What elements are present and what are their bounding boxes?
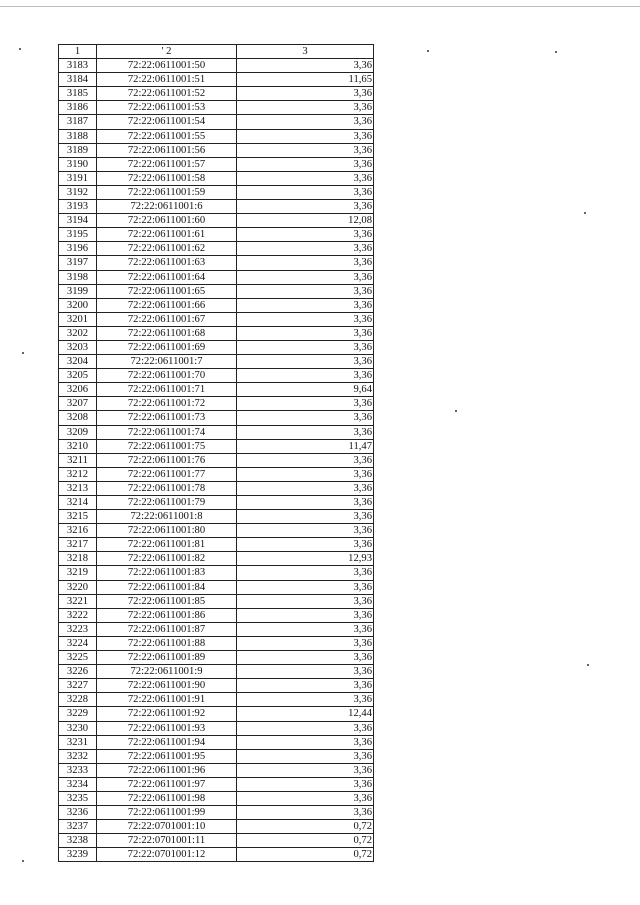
row-number: 3226 <box>59 665 97 679</box>
cadastral-number: 72:22:0611001:59 <box>97 185 237 199</box>
area-value: 12,08 <box>237 214 374 228</box>
table-row <box>59 228 374 242</box>
table-row <box>59 270 374 284</box>
table-row <box>59 594 374 608</box>
table-row <box>59 256 374 270</box>
cadastral-number: 72:22:0611001:64 <box>97 270 237 284</box>
scan-speck <box>584 212 586 214</box>
cadastral-number: 72:22:0611001:51 <box>97 73 237 87</box>
table-row <box>59 651 374 665</box>
row-number: 3236 <box>59 806 97 820</box>
area-value: 3,36 <box>237 777 374 791</box>
area-value: 3,36 <box>237 200 374 214</box>
table-row <box>59 665 374 679</box>
table-row <box>59 340 374 354</box>
area-value: 0,72 <box>237 820 374 834</box>
cadastral-number: 72:22:0611001:92 <box>97 707 237 721</box>
cadastral-number: 72:22:0611001:84 <box>97 580 237 594</box>
cadastral-number: 72:22:0611001:70 <box>97 369 237 383</box>
scan-speck <box>22 860 24 862</box>
cadastral-number: 72:22:0611001:56 <box>97 143 237 157</box>
scan-speck <box>427 50 429 52</box>
row-number: 3183 <box>59 59 97 73</box>
area-value: 3,36 <box>237 665 374 679</box>
row-number: 3222 <box>59 608 97 622</box>
table-row <box>59 115 374 129</box>
cadastral-number: 72:22:0611001:96 <box>97 763 237 777</box>
cadastral-number: 72:22:0611001:93 <box>97 721 237 735</box>
table-row <box>59 453 374 467</box>
row-number: 3239 <box>59 848 97 862</box>
row-number: 3232 <box>59 749 97 763</box>
table-row <box>59 777 374 791</box>
table-row <box>59 171 374 185</box>
table-row <box>59 552 374 566</box>
area-value: 3,36 <box>237 355 374 369</box>
row-number: 3213 <box>59 481 97 495</box>
area-value: 3,36 <box>237 298 374 312</box>
table-row <box>59 143 374 157</box>
row-number: 3199 <box>59 284 97 298</box>
area-value: 3,36 <box>237 340 374 354</box>
table-row <box>59 749 374 763</box>
cadastral-number: 72:22:0611001:99 <box>97 806 237 820</box>
cadastral-number: 72:22:0611001:67 <box>97 312 237 326</box>
area-value: 3,36 <box>237 129 374 143</box>
table-row <box>59 439 374 453</box>
table-row <box>59 538 374 552</box>
area-value: 3,36 <box>237 735 374 749</box>
area-value: 3,36 <box>237 510 374 524</box>
cadastral-number: 72:22:0611001:77 <box>97 467 237 481</box>
row-number: 3207 <box>59 397 97 411</box>
row-number: 3198 <box>59 270 97 284</box>
row-number: 3237 <box>59 820 97 834</box>
cadastral-number: 72:22:0611001:60 <box>97 214 237 228</box>
cadastral-number: 72:22:0701001:10 <box>97 820 237 834</box>
row-number: 3208 <box>59 411 97 425</box>
table-row <box>59 355 374 369</box>
area-value: 3,36 <box>237 143 374 157</box>
table-row <box>59 510 374 524</box>
row-number: 3201 <box>59 312 97 326</box>
cadastral-number: 72:22:0611001:73 <box>97 411 237 425</box>
table-row <box>59 791 374 805</box>
cadastral-number: 72:22:0611001:72 <box>97 397 237 411</box>
area-value: 3,36 <box>237 171 374 185</box>
area-value: 3,36 <box>237 157 374 171</box>
row-number: 3195 <box>59 228 97 242</box>
area-value: 3,36 <box>237 693 374 707</box>
area-value: 3,36 <box>237 369 374 383</box>
row-number: 3205 <box>59 369 97 383</box>
row-number: 3227 <box>59 679 97 693</box>
header-col-1: 1 <box>59 45 97 59</box>
table-row <box>59 566 374 580</box>
row-number: 3229 <box>59 707 97 721</box>
scan-speck <box>22 352 24 354</box>
cadastral-number: 72:22:0611001:76 <box>97 453 237 467</box>
cadastral-number: 72:22:0611001:98 <box>97 791 237 805</box>
cadastral-number: 72:22:0611001:80 <box>97 524 237 538</box>
table-row <box>59 59 374 73</box>
area-value: 3,36 <box>237 453 374 467</box>
cadastral-number: 72:22:0611001:85 <box>97 594 237 608</box>
table-row <box>59 481 374 495</box>
table-row <box>59 242 374 256</box>
row-number: 3202 <box>59 326 97 340</box>
area-value: 3,36 <box>237 651 374 665</box>
area-value: 3,36 <box>237 270 374 284</box>
area-value: 3,36 <box>237 580 374 594</box>
area-value: 3,36 <box>237 806 374 820</box>
table-row <box>59 312 374 326</box>
row-number: 3238 <box>59 834 97 848</box>
cadastral-number: 72:22:0611001:57 <box>97 157 237 171</box>
table-row <box>59 467 374 481</box>
table-row <box>59 679 374 693</box>
table-row <box>59 397 374 411</box>
row-number: 3212 <box>59 467 97 481</box>
row-number: 3220 <box>59 580 97 594</box>
cadastral-number: 72:22:0611001:74 <box>97 425 237 439</box>
row-number: 3188 <box>59 129 97 143</box>
table-row <box>59 622 374 636</box>
cadastral-number: 72:22:0701001:11 <box>97 834 237 848</box>
row-number: 3186 <box>59 101 97 115</box>
row-number: 3210 <box>59 439 97 453</box>
row-number: 3214 <box>59 496 97 510</box>
table-row <box>59 87 374 101</box>
area-value: 12,44 <box>237 707 374 721</box>
cadastral-number: 72:22:0611001:79 <box>97 496 237 510</box>
cadastral-number: 72:22:0611001:8 <box>97 510 237 524</box>
area-value: 3,36 <box>237 101 374 115</box>
scan-speck <box>587 664 589 666</box>
table-row <box>59 369 374 383</box>
area-value: 3,36 <box>237 411 374 425</box>
table-row <box>59 383 374 397</box>
cadastral-number: 72:22:0611001:63 <box>97 256 237 270</box>
cadastral-number: 72:22:0611001:69 <box>97 340 237 354</box>
table-row <box>59 763 374 777</box>
cadastral-number: 72:22:0611001:94 <box>97 735 237 749</box>
area-value: 11,65 <box>237 73 374 87</box>
table-row <box>59 580 374 594</box>
row-number: 3190 <box>59 157 97 171</box>
cadastral-number: 72:22:0611001:83 <box>97 566 237 580</box>
table-row <box>59 608 374 622</box>
row-number: 3228 <box>59 693 97 707</box>
area-value: 3,36 <box>237 721 374 735</box>
cadastral-number: 72:22:0611001:75 <box>97 439 237 453</box>
cadastral-table <box>58 44 374 862</box>
area-value: 3,36 <box>237 481 374 495</box>
row-number: 3215 <box>59 510 97 524</box>
area-value: 3,36 <box>237 608 374 622</box>
scan-top-edge <box>0 6 640 7</box>
area-value: 3,36 <box>237 524 374 538</box>
cadastral-number: 72:22:0611001:50 <box>97 59 237 73</box>
table-row <box>59 721 374 735</box>
table-row <box>59 636 374 650</box>
row-number: 3216 <box>59 524 97 538</box>
area-value: 3,36 <box>237 622 374 636</box>
cadastral-number: 72:22:0611001:95 <box>97 749 237 763</box>
cadastral-number: 72:22:0611001:9 <box>97 665 237 679</box>
row-number: 3211 <box>59 453 97 467</box>
area-value: 3,36 <box>237 312 374 326</box>
table-row <box>59 411 374 425</box>
cadastral-number: 72:22:0611001:65 <box>97 284 237 298</box>
table-row <box>59 735 374 749</box>
area-value: 12,93 <box>237 552 374 566</box>
area-value: 3,36 <box>237 594 374 608</box>
scan-speck <box>555 51 557 53</box>
table-row <box>59 496 374 510</box>
cadastral-number: 72:22:0611001:81 <box>97 538 237 552</box>
area-value: 3,36 <box>237 242 374 256</box>
area-value: 3,36 <box>237 185 374 199</box>
row-number: 3234 <box>59 777 97 791</box>
area-value: 3,36 <box>237 538 374 552</box>
area-value: 3,36 <box>237 566 374 580</box>
table-row <box>59 707 374 721</box>
cadastral-number: 72:22:0611001:61 <box>97 228 237 242</box>
table-row <box>59 693 374 707</box>
row-number: 3200 <box>59 298 97 312</box>
cadastral-number: 72:22:0611001:88 <box>97 636 237 650</box>
row-number: 3219 <box>59 566 97 580</box>
cadastral-number: 72:22:0611001:62 <box>97 242 237 256</box>
cadastral-number: 72:22:0611001:68 <box>97 326 237 340</box>
area-value: 3,36 <box>237 679 374 693</box>
area-value: 3,36 <box>237 791 374 805</box>
cadastral-number: 72:22:0611001:86 <box>97 608 237 622</box>
table-row <box>59 298 374 312</box>
cadastral-number: 72:22:0611001:78 <box>97 481 237 495</box>
area-value: 3,36 <box>237 256 374 270</box>
row-number: 3185 <box>59 87 97 101</box>
cadastral-number: 72:22:0611001:91 <box>97 693 237 707</box>
cadastral-number: 72:22:0611001:97 <box>97 777 237 791</box>
area-value: 3,36 <box>237 749 374 763</box>
cadastral-number: 72:22:0611001:90 <box>97 679 237 693</box>
table-row <box>59 848 374 862</box>
scan-speck <box>455 410 457 412</box>
row-number: 3206 <box>59 383 97 397</box>
row-number: 3193 <box>59 200 97 214</box>
header-col-3: 3 <box>237 45 374 59</box>
area-value: 3,36 <box>237 425 374 439</box>
table-row <box>59 73 374 87</box>
row-number: 3194 <box>59 214 97 228</box>
row-number: 3231 <box>59 735 97 749</box>
row-number: 3224 <box>59 636 97 650</box>
cadastral-number: 72:22:0611001:89 <box>97 651 237 665</box>
cadastral-number: 72:22:0611001:66 <box>97 298 237 312</box>
area-value: 9,64 <box>237 383 374 397</box>
area-value: 3,36 <box>237 115 374 129</box>
cadastral-number: 72:22:0611001:52 <box>97 87 237 101</box>
table-header-row <box>59 45 374 59</box>
cadastral-number: 72:22:0611001:7 <box>97 355 237 369</box>
table-row <box>59 200 374 214</box>
row-number: 3197 <box>59 256 97 270</box>
cadastral-number: 72:22:0701001:12 <box>97 848 237 862</box>
area-value: 3,36 <box>237 59 374 73</box>
table-row <box>59 834 374 848</box>
area-value: 3,36 <box>237 636 374 650</box>
table-row <box>59 524 374 538</box>
area-value: 3,36 <box>237 467 374 481</box>
table-row <box>59 157 374 171</box>
row-number: 3189 <box>59 143 97 157</box>
row-number: 3187 <box>59 115 97 129</box>
table-row <box>59 806 374 820</box>
area-value: 0,72 <box>237 834 374 848</box>
row-number: 3221 <box>59 594 97 608</box>
cadastral-number: 72:22:0611001:82 <box>97 552 237 566</box>
row-number: 3192 <box>59 185 97 199</box>
row-number: 3184 <box>59 73 97 87</box>
area-value: 3,36 <box>237 496 374 510</box>
cadastral-number: 72:22:0611001:6 <box>97 200 237 214</box>
row-number: 3191 <box>59 171 97 185</box>
row-number: 3217 <box>59 538 97 552</box>
table-row <box>59 129 374 143</box>
row-number: 3235 <box>59 791 97 805</box>
row-number: 3223 <box>59 622 97 636</box>
row-number: 3225 <box>59 651 97 665</box>
cadastral-number: 72:22:0611001:54 <box>97 115 237 129</box>
row-number: 3196 <box>59 242 97 256</box>
area-value: 11,47 <box>237 439 374 453</box>
cadastral-number: 72:22:0611001:87 <box>97 622 237 636</box>
cadastral-number: 72:22:0611001:53 <box>97 101 237 115</box>
cadastral-number: 72:22:0611001:71 <box>97 383 237 397</box>
area-value: 3,36 <box>237 87 374 101</box>
row-number: 3204 <box>59 355 97 369</box>
area-value: 3,36 <box>237 326 374 340</box>
cadastral-number: 72:22:0611001:58 <box>97 171 237 185</box>
table-body <box>59 59 374 862</box>
header-col-2: ' 2 <box>97 45 237 59</box>
row-number: 3203 <box>59 340 97 354</box>
cadastral-number: 72:22:0611001:55 <box>97 129 237 143</box>
table-row <box>59 185 374 199</box>
table-row <box>59 326 374 340</box>
row-number: 3230 <box>59 721 97 735</box>
table-row <box>59 425 374 439</box>
area-value: 3,36 <box>237 763 374 777</box>
table-row <box>59 101 374 115</box>
row-number: 3233 <box>59 763 97 777</box>
area-value: 3,36 <box>237 228 374 242</box>
table-row <box>59 820 374 834</box>
table-row <box>59 214 374 228</box>
row-number: 3218 <box>59 552 97 566</box>
area-value: 3,36 <box>237 284 374 298</box>
row-number: 3209 <box>59 425 97 439</box>
table-row <box>59 284 374 298</box>
scan-speck <box>19 48 21 50</box>
area-value: 0,72 <box>237 848 374 862</box>
area-value: 3,36 <box>237 397 374 411</box>
